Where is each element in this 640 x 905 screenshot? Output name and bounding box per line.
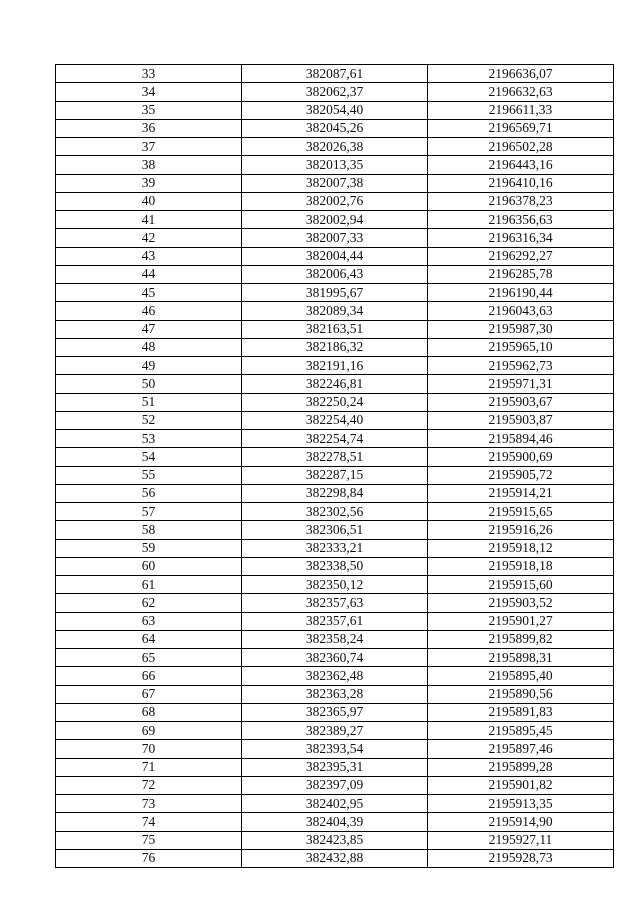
- table-row: [56, 247, 614, 265]
- y-coordinate-cell: 2195914,21: [428, 484, 614, 502]
- point-number-cell: 51: [56, 393, 242, 411]
- x-coordinate-cell: 382350,12: [242, 576, 428, 594]
- y-coordinate-cell: 2196632,63: [428, 83, 614, 101]
- x-coordinate-cell: 382163,51: [242, 320, 428, 338]
- table-row: [56, 831, 614, 849]
- y-coordinate-cell: 2195905,72: [428, 466, 614, 484]
- point-number-cell: 74: [56, 813, 242, 831]
- table-row: [56, 758, 614, 776]
- y-coordinate-cell: 2196285,78: [428, 265, 614, 283]
- y-coordinate-cell: 2195903,52: [428, 594, 614, 612]
- point-number-cell: 73: [56, 795, 242, 813]
- x-coordinate-cell: 382423,85: [242, 831, 428, 849]
- x-coordinate-cell: 382306,51: [242, 521, 428, 539]
- x-coordinate-cell: 382302,56: [242, 503, 428, 521]
- table-row: [56, 448, 614, 466]
- y-coordinate-cell: 2195918,12: [428, 539, 614, 557]
- x-coordinate-cell: 382432,88: [242, 849, 428, 867]
- x-coordinate-cell: 382254,74: [242, 430, 428, 448]
- y-coordinate-cell: 2195895,40: [428, 667, 614, 685]
- x-coordinate-cell: 382186,32: [242, 338, 428, 356]
- y-coordinate-cell: 2195913,35: [428, 795, 614, 813]
- point-number-cell: 64: [56, 630, 242, 648]
- point-number-cell: 49: [56, 357, 242, 375]
- table-row: [56, 375, 614, 393]
- x-coordinate-cell: 382054,40: [242, 101, 428, 119]
- table-row: [56, 612, 614, 630]
- point-number-cell: 42: [56, 229, 242, 247]
- point-number-cell: 35: [56, 101, 242, 119]
- y-coordinate-cell: 2196502,28: [428, 138, 614, 156]
- y-coordinate-cell: 2196190,44: [428, 284, 614, 302]
- table-row: [56, 649, 614, 667]
- point-number-cell: 37: [56, 138, 242, 156]
- table-row: [56, 156, 614, 174]
- y-coordinate-cell: 2195901,82: [428, 776, 614, 794]
- point-number-cell: 52: [56, 411, 242, 429]
- point-number-cell: 61: [56, 576, 242, 594]
- point-number-cell: 53: [56, 430, 242, 448]
- table-row: [56, 484, 614, 502]
- x-coordinate-cell: 382402,95: [242, 795, 428, 813]
- x-coordinate-cell: 382357,63: [242, 594, 428, 612]
- x-coordinate-cell: 382002,76: [242, 192, 428, 210]
- x-coordinate-cell: 382007,38: [242, 174, 428, 192]
- x-coordinate-cell: 382254,40: [242, 411, 428, 429]
- point-number-cell: 48: [56, 338, 242, 356]
- table-row: [56, 557, 614, 575]
- y-coordinate-cell: 2195965,10: [428, 338, 614, 356]
- y-coordinate-cell: 2195987,30: [428, 320, 614, 338]
- x-coordinate-cell: 382007,33: [242, 229, 428, 247]
- table-row: [56, 685, 614, 703]
- table-row: [56, 101, 614, 119]
- table-row: [56, 630, 614, 648]
- point-number-cell: 47: [56, 320, 242, 338]
- y-coordinate-cell: 2195890,56: [428, 685, 614, 703]
- x-coordinate-cell: 382004,44: [242, 247, 428, 265]
- y-coordinate-cell: 2196043,63: [428, 302, 614, 320]
- x-coordinate-cell: 382002,94: [242, 211, 428, 229]
- y-coordinate-cell: 2195916,26: [428, 521, 614, 539]
- point-number-cell: 66: [56, 667, 242, 685]
- point-number-cell: 72: [56, 776, 242, 794]
- table-row: [56, 138, 614, 156]
- y-coordinate-cell: 2196292,27: [428, 247, 614, 265]
- point-number-cell: 57: [56, 503, 242, 521]
- x-coordinate-cell: 382062,37: [242, 83, 428, 101]
- y-coordinate-cell: 2196611,33: [428, 101, 614, 119]
- point-number-cell: 54: [56, 448, 242, 466]
- point-number-cell: 65: [56, 649, 242, 667]
- y-coordinate-cell: 2196569,71: [428, 119, 614, 137]
- y-coordinate-cell: 2195915,65: [428, 503, 614, 521]
- table-row: [56, 539, 614, 557]
- point-number-cell: 50: [56, 375, 242, 393]
- x-coordinate-cell: 382089,34: [242, 302, 428, 320]
- table-row: [56, 211, 614, 229]
- table-row: [56, 466, 614, 484]
- point-number-cell: 62: [56, 594, 242, 612]
- table-row: [56, 594, 614, 612]
- x-coordinate-cell: 382298,84: [242, 484, 428, 502]
- y-coordinate-cell: 2195898,31: [428, 649, 614, 667]
- point-number-cell: 56: [56, 484, 242, 502]
- y-coordinate-cell: 2195928,73: [428, 849, 614, 867]
- y-coordinate-cell: 2195927,11: [428, 831, 614, 849]
- point-number-cell: 75: [56, 831, 242, 849]
- point-number-cell: 41: [56, 211, 242, 229]
- y-coordinate-cell: 2196410,16: [428, 174, 614, 192]
- point-number-cell: 58: [56, 521, 242, 539]
- point-number-cell: 39: [56, 174, 242, 192]
- point-number-cell: 60: [56, 557, 242, 575]
- x-coordinate-cell: 382395,31: [242, 758, 428, 776]
- x-coordinate-cell: 382087,61: [242, 65, 428, 83]
- y-coordinate-cell: 2195899,82: [428, 630, 614, 648]
- table-row: [56, 576, 614, 594]
- x-coordinate-cell: 382363,28: [242, 685, 428, 703]
- y-coordinate-cell: 2195915,60: [428, 576, 614, 594]
- x-coordinate-cell: 382397,09: [242, 776, 428, 794]
- x-coordinate-cell: 382045,26: [242, 119, 428, 137]
- table-row: [56, 667, 614, 685]
- table-row: [56, 320, 614, 338]
- table-row: [56, 703, 614, 721]
- x-coordinate-cell: 382362,48: [242, 667, 428, 685]
- x-coordinate-cell: 382246,81: [242, 375, 428, 393]
- point-number-cell: 68: [56, 703, 242, 721]
- x-coordinate-cell: 382191,16: [242, 357, 428, 375]
- x-coordinate-cell: 382013,35: [242, 156, 428, 174]
- x-coordinate-cell: 382333,21: [242, 539, 428, 557]
- table-row: [56, 795, 614, 813]
- y-coordinate-cell: 2195894,46: [428, 430, 614, 448]
- table-row: [56, 119, 614, 137]
- coordinates-table-body: [56, 65, 614, 868]
- y-coordinate-cell: 2196356,63: [428, 211, 614, 229]
- y-coordinate-cell: 2195903,87: [428, 411, 614, 429]
- y-coordinate-cell: 2195900,69: [428, 448, 614, 466]
- y-coordinate-cell: 2196316,34: [428, 229, 614, 247]
- table-row: [56, 65, 614, 83]
- point-number-cell: 63: [56, 612, 242, 630]
- point-number-cell: 76: [56, 849, 242, 867]
- point-number-cell: 38: [56, 156, 242, 174]
- y-coordinate-cell: 2195891,83: [428, 703, 614, 721]
- table-row: [56, 521, 614, 539]
- point-number-cell: 67: [56, 685, 242, 703]
- table-row: [56, 411, 614, 429]
- y-coordinate-cell: 2196443,16: [428, 156, 614, 174]
- table-row: [56, 229, 614, 247]
- x-coordinate-cell: 382404,39: [242, 813, 428, 831]
- point-number-cell: 70: [56, 740, 242, 758]
- table-row: [56, 722, 614, 740]
- point-number-cell: 45: [56, 284, 242, 302]
- point-number-cell: 44: [56, 265, 242, 283]
- point-number-cell: 43: [56, 247, 242, 265]
- table-row: [56, 192, 614, 210]
- x-coordinate-cell: 382287,15: [242, 466, 428, 484]
- table-row: [56, 849, 614, 867]
- table-row: [56, 265, 614, 283]
- table-row: [56, 813, 614, 831]
- point-number-cell: 46: [56, 302, 242, 320]
- x-coordinate-cell: 382358,24: [242, 630, 428, 648]
- point-number-cell: 33: [56, 65, 242, 83]
- point-number-cell: 34: [56, 83, 242, 101]
- table-row: [56, 284, 614, 302]
- table-row: [56, 430, 614, 448]
- y-coordinate-cell: 2195914,90: [428, 813, 614, 831]
- table-row: [56, 503, 614, 521]
- y-coordinate-cell: 2195962,73: [428, 357, 614, 375]
- y-coordinate-cell: 2195895,45: [428, 722, 614, 740]
- x-coordinate-cell: 382360,74: [242, 649, 428, 667]
- x-coordinate-cell: 382026,38: [242, 138, 428, 156]
- y-coordinate-cell: 2196636,07: [428, 65, 614, 83]
- table-row: [56, 776, 614, 794]
- table-row: [56, 357, 614, 375]
- y-coordinate-cell: 2195903,67: [428, 393, 614, 411]
- y-coordinate-cell: 2195918,18: [428, 557, 614, 575]
- table-row: [56, 338, 614, 356]
- x-coordinate-cell: 382338,50: [242, 557, 428, 575]
- table-row: [56, 174, 614, 192]
- x-coordinate-cell: 382357,61: [242, 612, 428, 630]
- point-number-cell: 59: [56, 539, 242, 557]
- x-coordinate-cell: 382365,97: [242, 703, 428, 721]
- table-row: [56, 393, 614, 411]
- point-number-cell: 69: [56, 722, 242, 740]
- x-coordinate-cell: 382393,54: [242, 740, 428, 758]
- y-coordinate-cell: 2195971,31: [428, 375, 614, 393]
- coordinates-table: [55, 64, 614, 868]
- point-number-cell: 36: [56, 119, 242, 137]
- point-number-cell: 40: [56, 192, 242, 210]
- x-coordinate-cell: 382278,51: [242, 448, 428, 466]
- table-row: [56, 83, 614, 101]
- point-number-cell: 55: [56, 466, 242, 484]
- table-row: [56, 302, 614, 320]
- x-coordinate-cell: 382389,27: [242, 722, 428, 740]
- y-coordinate-cell: 2195897,46: [428, 740, 614, 758]
- table-row: [56, 740, 614, 758]
- y-coordinate-cell: 2196378,23: [428, 192, 614, 210]
- point-number-cell: 71: [56, 758, 242, 776]
- x-coordinate-cell: 381995,67: [242, 284, 428, 302]
- y-coordinate-cell: 2195899,28: [428, 758, 614, 776]
- y-coordinate-cell: 2195901,27: [428, 612, 614, 630]
- coordinates-table-container: [55, 64, 613, 868]
- x-coordinate-cell: 382006,43: [242, 265, 428, 283]
- x-coordinate-cell: 382250,24: [242, 393, 428, 411]
